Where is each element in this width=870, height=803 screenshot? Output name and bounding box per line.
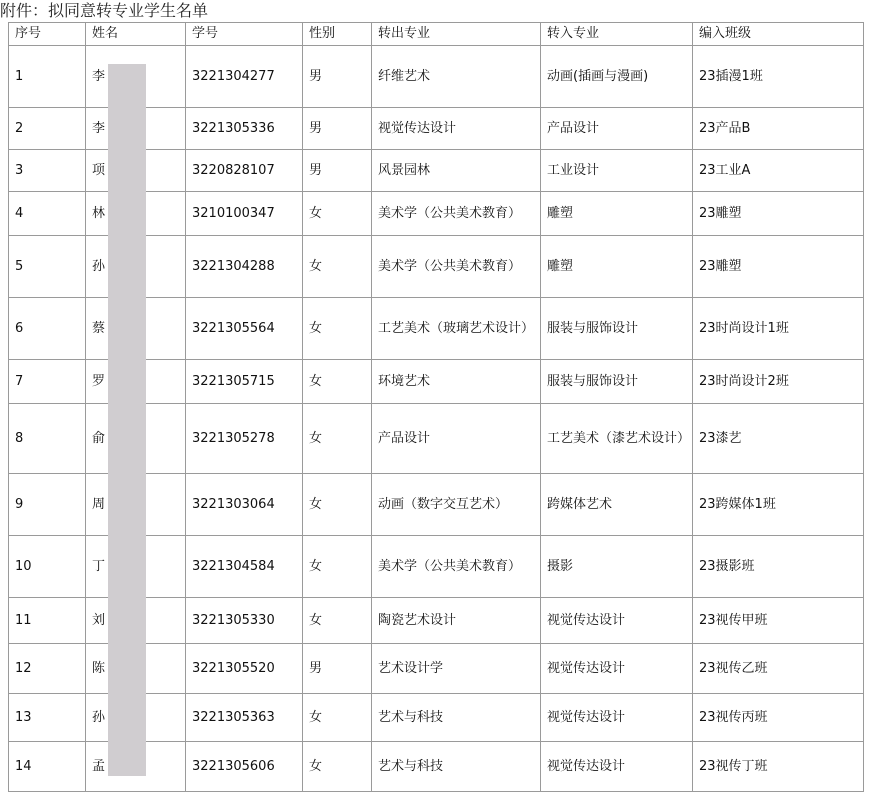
- to-major-cell: 雕塑: [541, 236, 693, 298]
- document-title: 附件：拟同意转专业学生名单: [0, 1, 209, 20]
- from-major-cell: 视觉传达设计: [372, 108, 541, 150]
- seq-cell: 12: [9, 644, 86, 694]
- student-id-cell: 3221305330: [186, 598, 303, 644]
- header-class: 编入班级: [693, 23, 864, 46]
- student-id-cell: 3221305520: [186, 644, 303, 694]
- name-cell: 周: [86, 474, 186, 536]
- from-major-cell: 工艺美术（玻璃艺术设计）: [372, 298, 541, 360]
- table-header-row: [9, 23, 864, 46]
- student-id-cell: 3221303064: [186, 474, 303, 536]
- seq-cell: 13: [9, 694, 86, 742]
- name-cell: 罗: [86, 360, 186, 404]
- student-id-cell: 3221305336: [186, 108, 303, 150]
- to-major-cell: 动画(插画与漫画): [541, 46, 693, 108]
- gender-cell: 女: [303, 742, 372, 792]
- name-cell: 陈: [86, 644, 186, 694]
- student-id-cell: 3210100347: [186, 192, 303, 236]
- seq-cell: 10: [9, 536, 86, 598]
- from-major-cell: 艺术与科技: [372, 742, 541, 792]
- student-id-cell: 3221305363: [186, 694, 303, 742]
- name-cell: 刘: [86, 598, 186, 644]
- gender-cell: 男: [303, 108, 372, 150]
- student-id-cell: 3221305278: [186, 404, 303, 474]
- name-cell: 丁: [86, 536, 186, 598]
- gender-cell: 男: [303, 644, 372, 694]
- gender-cell: 女: [303, 694, 372, 742]
- class-cell: 23视传乙班: [693, 644, 864, 694]
- seq-cell: 7: [9, 360, 86, 404]
- class-cell: 23视传丁班: [693, 742, 864, 792]
- to-major-cell: 工艺美术（漆艺术设计）: [541, 404, 693, 474]
- student-id-cell: 3221305564: [186, 298, 303, 360]
- seq-cell: 11: [9, 598, 86, 644]
- class-cell: 23摄影班: [693, 536, 864, 598]
- student-id-cell: 3221304277: [186, 46, 303, 108]
- class-cell: 23插漫1班: [693, 46, 864, 108]
- seq-cell: 9: [9, 474, 86, 536]
- class-cell: 23视传甲班: [693, 598, 864, 644]
- class-cell: 23工业A: [693, 150, 864, 192]
- header-name: 姓名: [86, 23, 186, 46]
- to-major-cell: 视觉传达设计: [541, 742, 693, 792]
- student-id-cell: 3221304288: [186, 236, 303, 298]
- name-cell: 孙: [86, 236, 186, 298]
- student-id-cell: 3220828107: [186, 150, 303, 192]
- seq-cell: 3: [9, 150, 86, 192]
- seq-cell: 2: [9, 108, 86, 150]
- header-seq: 序号: [9, 23, 86, 46]
- gender-cell: 男: [303, 46, 372, 108]
- to-major-cell: 视觉传达设计: [541, 598, 693, 644]
- seq-cell: 6: [9, 298, 86, 360]
- to-major-cell: 视觉传达设计: [541, 644, 693, 694]
- from-major-cell: 产品设计: [372, 404, 541, 474]
- name-cell: 项: [86, 150, 186, 192]
- from-major-cell: 美术学（公共美术教育）: [372, 236, 541, 298]
- class-cell: 23跨媒体1班: [693, 474, 864, 536]
- to-major-cell: 工业设计: [541, 150, 693, 192]
- class-cell: 23时尚设计2班: [693, 360, 864, 404]
- name-cell: 孟: [86, 742, 186, 792]
- student-id-cell: 3221304584: [186, 536, 303, 598]
- seq-cell: 8: [9, 404, 86, 474]
- gender-cell: 女: [303, 598, 372, 644]
- header-gender: 性别: [303, 23, 372, 46]
- to-major-cell: 摄影: [541, 536, 693, 598]
- from-major-cell: 动画（数字交互艺术）: [372, 474, 541, 536]
- gender-cell: 女: [303, 360, 372, 404]
- class-cell: 23雕塑: [693, 192, 864, 236]
- from-major-cell: 美术学（公共美术教育）: [372, 536, 541, 598]
- header-from-major: 转出专业: [372, 23, 541, 46]
- student-id-cell: 3221305715: [186, 360, 303, 404]
- gender-cell: 女: [303, 236, 372, 298]
- gender-cell: 女: [303, 192, 372, 236]
- to-major-cell: 视觉传达设计: [541, 694, 693, 742]
- to-major-cell: 服装与服饰设计: [541, 298, 693, 360]
- name-cell: 林: [86, 192, 186, 236]
- from-major-cell: 风景园林: [372, 150, 541, 192]
- class-cell: 23漆艺: [693, 404, 864, 474]
- name-cell: 李: [86, 108, 186, 150]
- name-cell: 李: [86, 46, 186, 108]
- header-to-major: 转入专业: [541, 23, 693, 46]
- class-cell: 23视传丙班: [693, 694, 864, 742]
- name-cell: 孙: [86, 694, 186, 742]
- class-cell: 23雕塑: [693, 236, 864, 298]
- to-major-cell: 服装与服饰设计: [541, 360, 693, 404]
- seq-cell: 14: [9, 742, 86, 792]
- gender-cell: 女: [303, 404, 372, 474]
- name-cell: 蔡: [86, 298, 186, 360]
- header-student-id: 学号: [186, 23, 303, 46]
- from-major-cell: 美术学（公共美术教育）: [372, 192, 541, 236]
- name-cell: 俞: [86, 404, 186, 474]
- from-major-cell: 陶瓷艺术设计: [372, 598, 541, 644]
- seq-cell: 4: [9, 192, 86, 236]
- gender-cell: 女: [303, 536, 372, 598]
- gender-cell: 女: [303, 474, 372, 536]
- redaction-mask: [108, 64, 146, 776]
- to-major-cell: 跨媒体艺术: [541, 474, 693, 536]
- from-major-cell: 艺术设计学: [372, 644, 541, 694]
- from-major-cell: 环境艺术: [372, 360, 541, 404]
- seq-cell: 1: [9, 46, 86, 108]
- class-cell: 23产品B: [693, 108, 864, 150]
- from-major-cell: 艺术与科技: [372, 694, 541, 742]
- from-major-cell: 纤维艺术: [372, 46, 541, 108]
- student-id-cell: 3221305606: [186, 742, 303, 792]
- to-major-cell: 雕塑: [541, 192, 693, 236]
- class-cell: 23时尚设计1班: [693, 298, 864, 360]
- gender-cell: 女: [303, 298, 372, 360]
- seq-cell: 5: [9, 236, 86, 298]
- gender-cell: 男: [303, 150, 372, 192]
- to-major-cell: 产品设计: [541, 108, 693, 150]
